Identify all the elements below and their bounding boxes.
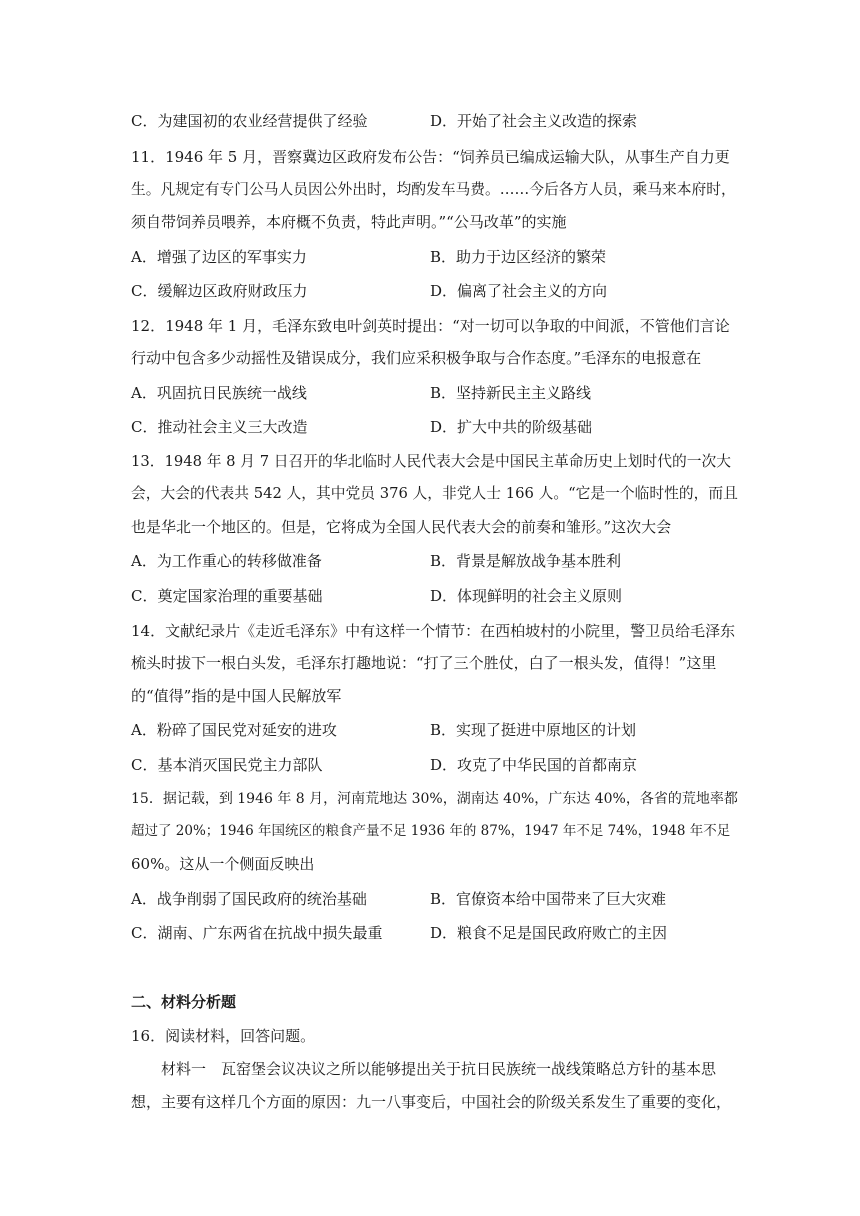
q15-option-d: D．粮食不足是国民政府败亡的主因 [430,924,668,942]
q13-stem-line-3: 也是华北一个地区的。但是，它将成为全国人民代表大会的前奏和雏形。”这次大会 [131,518,672,536]
q13-option-d: D．体现鲜明的社会主义原则 [430,587,623,605]
q12-stem-line-2: 行动中包含多少动摇性及错误成分，我们应采积极争取与合作态度。”毛泽东的电报意在 [131,349,702,367]
q11-option-c: C．缓解边区政府财政压力 [131,282,308,300]
q12-option-c: C．推动社会主义三大改造 [131,418,308,436]
q15-stem-line-1: 15．据记载，到 1946 年 8 月，河南荒地达 30%，湖南达 40%，广东达 40%，各省的荒地率都 [131,791,738,807]
q13-option-c: C．奠定国家治理的重要基础 [131,587,323,605]
q15-option-c: C．湖南、广东两省在抗战中损失最重 [131,924,383,942]
q10-option-d: D．开始了社会主义改造的探索 [430,112,638,130]
q13-stem-line-2: 会，大会的代表共 542 人，其中党员 376 人，非党人士 166 人。“它是一个临时性的，而且 [131,485,738,502]
q16-material-line-1: 材料一 瓦窑堡会议决议之所以能够提出关于抗日民族统一战线策略总方针的基本思 [161,1060,717,1078]
q14-option-b: B．实现了挺进中原地区的计划 [430,721,637,739]
q10-option-c: C．为建国初的农业经营提供了经验 [131,112,368,130]
q14-stem-line-2: 梳头时拔下一根白头发，毛泽东打趣地说：“打了三个胜仗，白了一根头发，值得！”这里 [131,654,717,672]
q15-stem-line-3: 60%。这从一个侧面反映出 [131,855,315,873]
q11-option-d: D．偏离了社会主义的方向 [430,282,608,300]
q12-stem-line-1: 12．1948 年 1 月，毛泽东致电叶剑英时提出：“对一切可以争取的中间派，不管他们言论 [131,317,730,335]
q16-intro: 16．阅读材料，回答问题。 [131,1027,316,1045]
q13-option-b: B．背景是解放战争基本胜利 [430,552,622,570]
q12-option-a: A．巩固抗日民族统一战线 [131,384,307,402]
q15-stem-line-2: 超过了 20%；1946 年国统区的粮食产量不足 1936 年的 87%，1947 年不足 74%，1948 年不足 [131,823,731,839]
q16-material-line-2: 想，主要有这样几个方面的原因：九一八事变后，中国社会的阶级关系发生了重要的变化， [131,1093,732,1111]
q11-option-a: A．增强了边区的军事实力 [131,248,307,266]
q15-option-a: A．战争削弱了国民政府的统治基础 [131,890,367,908]
q14-stem-line-3: 的“值得”指的是中国人民解放军 [131,687,342,705]
q13-option-a: A．为工作重心的转移做准备 [131,552,322,570]
q11-stem-line-1: 11．1946 年 5 月，晋察冀边区政府发布公告：“饲养员已编成运输大队，从事生产自力更 [131,148,730,166]
q15-option-b: B．官僚资本给中国带来了巨大灾难 [430,890,667,908]
q14-option-a: A．粉碎了国民党对延安的进攻 [131,721,337,739]
q12-option-d: D．扩大中共的阶级基础 [430,418,593,436]
q12-option-b: B．坚持新民主主义路线 [430,384,592,402]
q13-stem-line-1: 13．1948 年 8 月 7 日召开的华北临时人民代表大会是中国民主革命历史上划时代的一次大 [131,453,732,470]
q11-stem-line-3: 须自带饲养员喂养，本府概不负责，特此声明。”“公马改革”的实施 [131,213,567,231]
q14-option-c: C．基本消灭国民党主力部队 [131,756,323,774]
q14-stem-line-1: 14．文献纪录片《走近毛泽东》中有这样一个情节：在西柏坡村的小院里，警卫员给毛泽东 [131,622,736,640]
q11-option-b: B．助力于边区经济的繁荣 [430,248,607,266]
section-title-material-analysis: 二、材料分析题 [131,993,237,1011]
q14-option-d: D．攻克了中华民国的首都南京 [430,756,638,774]
q11-stem-line-2: 生。凡规定有专门公马人员因公外出时，均酌发车马费。……今后各方人员，乘马来本府时， [131,181,736,198]
